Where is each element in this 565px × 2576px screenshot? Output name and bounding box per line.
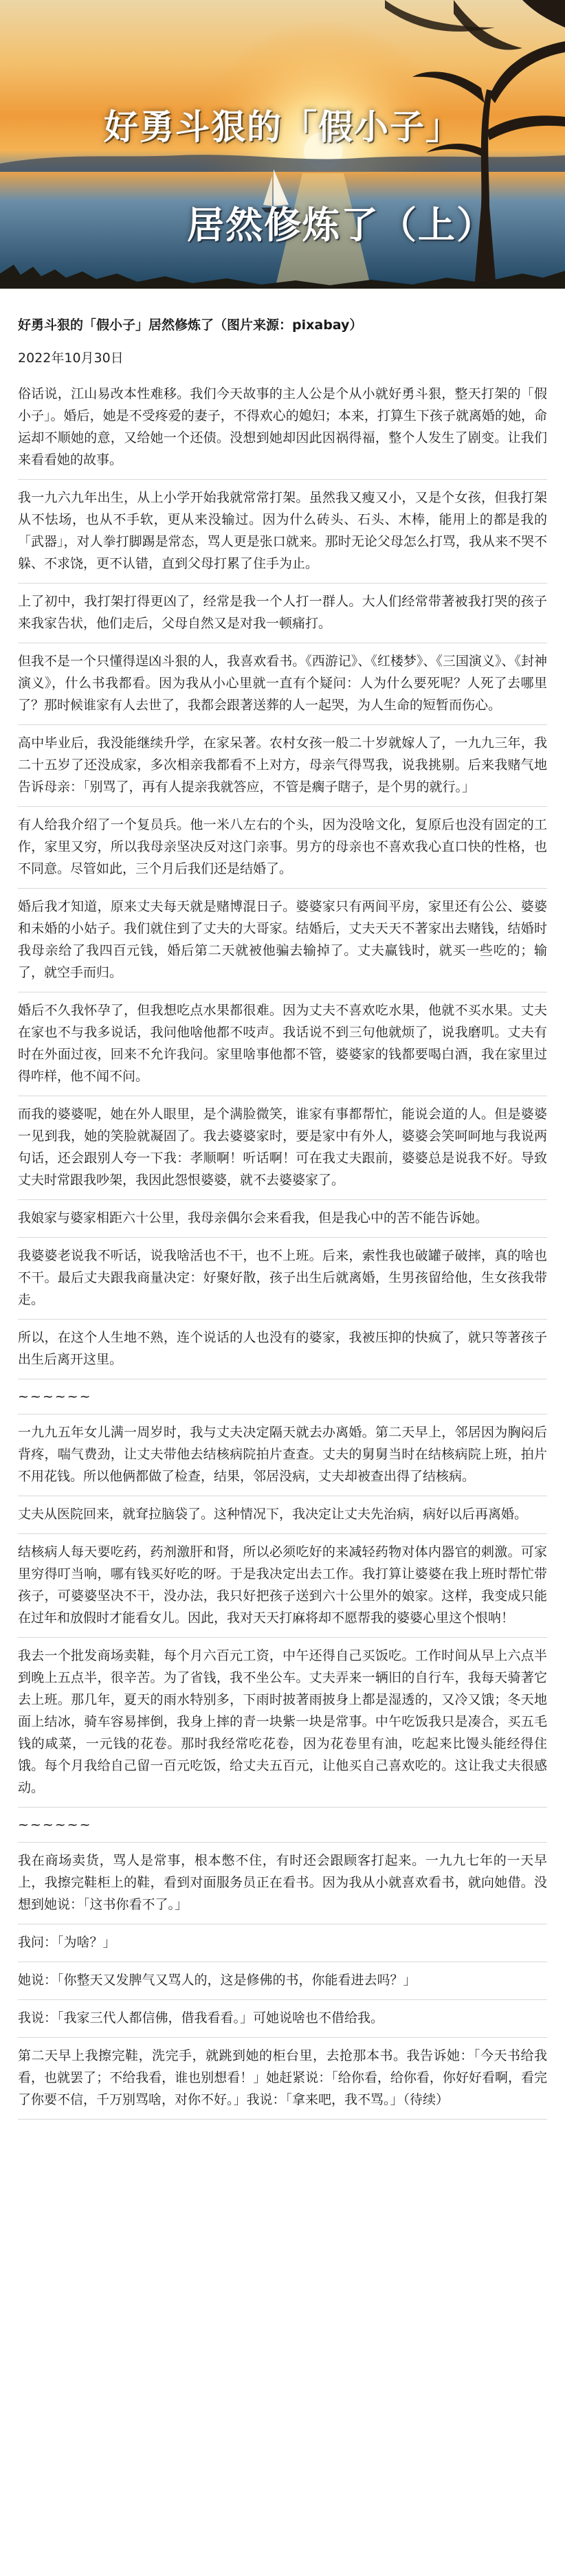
article-paragraph: 我去一个批发商场卖鞋，每个月六百元工资，中午还得自己买饭吃。工作时间从早上六点半到晚上五点半，很辛苦。为了省钱，我不坐公车。丈夫弄来一辆旧的自行车，我每天骑著它去上班。那几年，夏天的雨水特别多，下雨时披著雨披身上都是湿透的，又冷又饿；冬天地面上结冰，骑车容易摔倒，我身上摔的青一块紫一块是常事。中午吃饭我只是凑合，买五毛钱的咸菜，一元钱的花卷。那时我经常吃花卷，因为花卷里有油，吃起来比馒头能经得住饿。每个月我给自己留一百元吃饭，给丈夫五百元，让他买自己喜欢吃的。这让我丈夫很感动。 xyxy=(18,1638,547,1808)
article-paragraph: 第二天早上我擦完鞋，洗完手，就跳到她的柜台里，去抢那本书。我告诉她：「今天书给我看，也就罢了；不给我看，谁也别想看！」她赶紧说：「给你看，给你看，你好好看啊，看完了你要不信，千万别骂啥，对你不好。」我说：「拿来吧，我不骂。」（待续） xyxy=(18,2038,547,2120)
article-paragraph: 一九九五年女儿满一周岁时，我与丈夫决定隔天就去办离婚。第二天早上，邻居因为胸闷后背疼，喘气费劲，让丈夫带他去结核病院拍片查查。丈夫的舅舅当时在结核病院上班，拍片不用花钱。所以他俩都做了检查，结果，邻居没病，丈夫却被查出得了结核病。 xyxy=(18,1414,547,1496)
section-divider: ~~~~~~ xyxy=(18,1808,547,1843)
article-paragraph: 她说：「你整天又发脾气又骂人的，这是修佛的书，你能看进去吗？」 xyxy=(18,1962,547,2000)
section-divider: ~~~~~~ xyxy=(18,1379,547,1414)
image-caption: 好勇斗狠的「假小子」居然修炼了（图片来源：pixabay） xyxy=(18,318,363,333)
article-paragraph: 婚后不久我怀孕了，但我想吃点水果都很难。因为丈夫不喜欢吃水果，他就不买水果。丈夫在家也不与我多说话，我问他啥他都不吱声。我话说不到三句他就烦了，说我磨叽。丈夫有时在外面过夜，回来不允许我问。家里啥事他都不管，婆婆家的钱都要喝白酒，我在家里过得咋样，他不闻不问。 xyxy=(18,992,547,1096)
article-paragraph: 我问：「为啥？」 xyxy=(18,1924,547,1962)
hero-subtitle: 居然修炼了（上） xyxy=(187,203,495,247)
article-body xyxy=(0,289,565,2120)
article-paragraph: 上了初中，我打架打得更凶了，经常是我一个人打一群人。大人们经常带著被我打哭的孩子来我家告状，他们走后，父母自然又是对我一顿痛打。 xyxy=(18,584,547,643)
article-paragraphs xyxy=(18,376,547,2120)
article-paragraph: 俗话说，江山易改本性难移。我们今天故事的主人公是个从小就好勇斗狠，整天打架的「假小子」。婚后，她是不受疼爱的妻子，不得欢心的媳妇；本来，打算生下孩子就离婚的她，命运却不顺她的意，又给她一个还债。没想到她却因此因祸得福，整个人发生了剧变。让我们来看看她的故事。 xyxy=(18,376,547,480)
article-paragraph: 结核病人每天要吃药，药剂激肝和肾，所以必须吃好的来减轻药物对体内器官的刺激。可家里穷得叮当响，哪有钱买好吃的呀。于是我决定出去工作。我打算让婆婆在我上班时帮忙带孩子，可婆婆坚决不干，没办法，我只好把孩子送到六十公里外的娘家。这样，我变成只能在过年和放假时才能看女儿。因此，我对天天打麻将却不愿帮我的婆婆心里这个恨呐！ xyxy=(18,1534,547,1638)
article-paragraph: 而我的婆婆呢，她在外人眼里，是个满脸微笑，谁家有事都帮忙，能说会道的人。但是婆婆一见到我，她的笑脸就凝固了。我去婆婆家时，要是家中有外人，婆婆会笑呵呵地与我说两句话，还会跟别人夸一下我：孝顺啊！听话啊！可在我丈夫跟前，婆婆总是说我不好。导致丈夫时常跟我吵架，我因此怨恨婆婆，就不去婆婆家了。 xyxy=(18,1096,547,1200)
article-paragraph: 我娘家与婆家相距六十公里，我母亲偶尔会来看我，但是我心中的苦不能告诉她。 xyxy=(18,1200,547,1238)
article-paragraph: 我婆婆老说我不听话，说我啥活也不干，也不上班。后来，索性我也破罐子破摔，真的啥也不干。最后丈夫跟我商量决定：好聚好散，孩子出生后就离婚，生男孩留给他，生女孩我带走。 xyxy=(18,1238,547,1320)
article-paragraph: 高中毕业后，我没能继续升学，在家呆著。农村女孩一般二十岁就嫁人了，一九九三年，我二十五岁了还没成家，多次相亲我都看不上对方，母亲气得骂我，说我挑剔。后来我赌气地告诉母亲：「别骂了，再有人提亲我就答应，不管是瘸子瞎子，是个男的就行。」 xyxy=(18,725,547,807)
article-paragraph: 丈夫从医院回来，就耷拉脑袋了。这种情况下，我决定让丈夫先治病，病好以后再离婚。 xyxy=(18,1496,547,1534)
article-paragraph: 我说：「我家三代人都信佛，借我看看。」可她说啥也不借给我。 xyxy=(18,2000,547,2038)
article-paragraph: 所以，在这个人生地不熟，连个说话的人也没有的婆家，我被压抑的快疯了，就只等著孩子出生后离开这里。 xyxy=(18,1320,547,1379)
article-paragraph: 有人给我介绍了一个复员兵。他一米八左右的个头，因为没啥文化，复原后也没有固定的工作，家里又穷，所以我母亲坚决反对这门亲事。男方的母亲也不喜欢我心直口快的性格，也不同意。尽管如此，三个月后我们还是结婚了。 xyxy=(18,807,547,889)
article-paragraph: 婚后我才知道，原来丈夫每天就是赌博混日子。婆婆家只有两间平房，家里还有公公、婆婆和未婚的小姑子。我们就住到了丈夫的大哥家。结婚后，丈夫天天不著家出去赌钱，结婚时我母亲给了我四百元钱，婚后第二天就被他骗去输掉了。丈夫赢钱时，就买一些吃的；输了，就空手而归。 xyxy=(18,889,547,992)
article-paragraph: 我一九六九年出生，从上小学开始我就常常打架。虽然我又瘦又小，又是个女孩，但我打架从不怯场，也从不手软，更从来没输过。因为什么砖头、石头、木棒，能用上的都是我的「武器」，对人拳打脚踢是常态，骂人更是张口就来。那时无论父母怎么打骂，我从来不哭不躲、不求饶，更不认错，直到父母打累了住手为止。 xyxy=(18,480,547,584)
publish-date: 2022年10月30日 xyxy=(18,351,124,366)
article-paragraph: 我在商场卖货，骂人是常事，根本憋不住，有时还会跟顾客打起来。一九九七年的一天早上，我擦完鞋柜上的鞋，看到对面服务员正在看书。因为我从小就喜欢看书，就向她借。没想到她说：「这书你看不了。」 xyxy=(18,1843,547,1924)
article-paragraph: 但我不是一个只懂得逞凶斗狠的人，我喜欢看书。《西游记》、《红楼梦》、《三国演义》、《封神演义》，什么书我都看。因为我从小心里就一直有个疑问：人为什么要死呢？人死了去哪里了？那时候谁家有人去世了，我都会跟著送葬的人一起哭，为人生命的短暂而伤心。 xyxy=(18,643,547,725)
hero-title: 好勇斗狠的「假小子」 xyxy=(104,107,461,147)
hero-banner xyxy=(0,0,565,289)
